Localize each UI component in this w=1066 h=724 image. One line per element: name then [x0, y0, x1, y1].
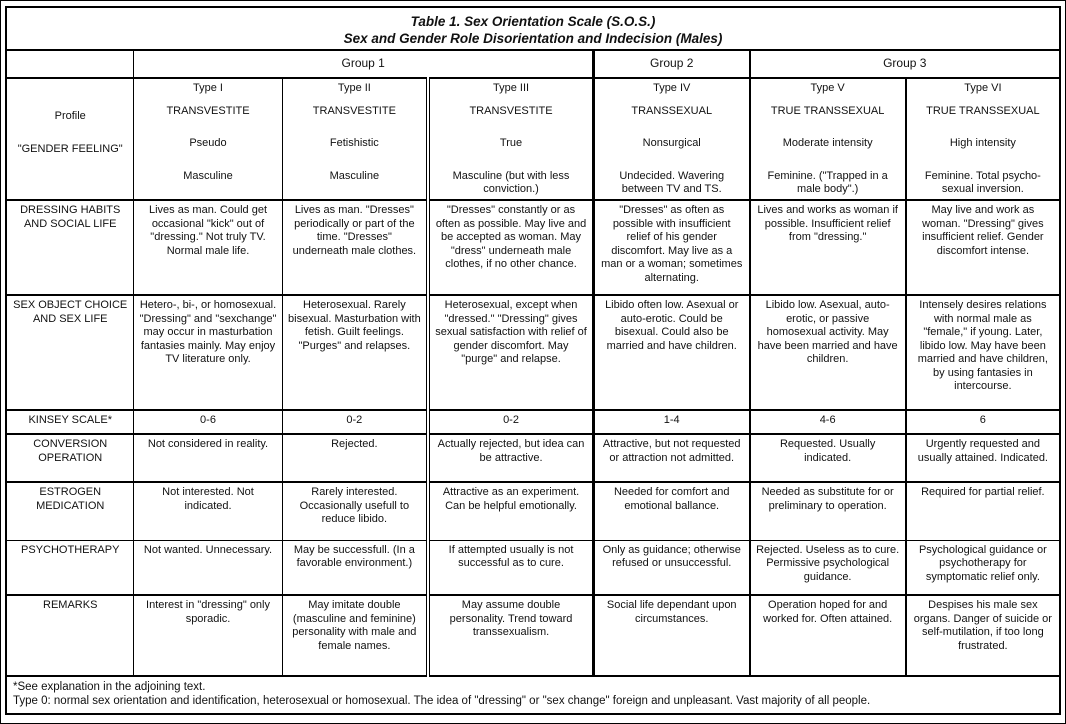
group-header-spacer: [6, 50, 134, 78]
cell: Required for partial relief.: [906, 482, 1060, 540]
cell: Lives as man. "Dresses" periodically or part of the time. "Dresses" underneath male clothes.: [282, 200, 428, 295]
profile-type-3: [428, 78, 593, 200]
subtype: Pseudo: [189, 137, 227, 149]
subtype: Nonsurgical: [642, 137, 701, 149]
cell: May imitate double (masculine and feminine) personality with male and female names.: [282, 595, 428, 676]
profile-type-6: [906, 78, 1060, 200]
cell: Needed as substitute for or preliminary to operation.: [750, 482, 906, 540]
cell: May assume double personality. Trend toward transsexualism.: [428, 595, 593, 676]
group-header-2: Group 2: [593, 50, 749, 78]
cell: Intensely desires relations with normal male as "female," if young. Later, libido low. May have been married and have children, by using fantasies in intercourse.: [906, 295, 1060, 410]
cell: Not considered in reality.: [134, 434, 282, 482]
row-label: CONVERSION OPERATION: [6, 434, 134, 482]
cell: Operation hoped for and worked for. Often attained.: [750, 595, 906, 676]
row-label: ESTROGEN MEDICATION: [6, 482, 134, 540]
gender-feeling: Feminine. Total psycho-sexual inversion.: [924, 169, 1041, 195]
cell: Only as guidance; otherwise refused or unsuccessful.: [593, 540, 749, 595]
table-title: [6, 7, 1060, 50]
cell: 0-2: [428, 410, 593, 434]
cell: 0-6: [134, 410, 282, 434]
row-label: DRESSING HABITS AND SOCIAL LIFE: [6, 200, 134, 295]
profile-type-5: [750, 78, 906, 200]
type-header: Type I: [193, 82, 223, 94]
group-header-3: Group 3: [750, 50, 1060, 78]
cell: Urgently requested and usually attained. Indicated.: [906, 434, 1060, 482]
cell: Rarely interested. Occasionally usefull to reduce libido.: [282, 482, 428, 540]
cell: "Dresses" as often as possible with insufficient relief of his gender discomfort. May live as a man or a woman; sometimes alternating.: [593, 200, 749, 295]
table-row: [6, 540, 1060, 595]
cell: Interest in "dressing" only sporadic.: [134, 595, 282, 676]
type-header: Type VI: [964, 82, 1002, 94]
type-header: Type II: [337, 82, 371, 94]
cell: Libido low. Asexual, auto-erotic, or passive homosexual activity. May have been married and have children.: [750, 295, 906, 410]
cell: Lives and works as woman if possible. Insufficient relief from "dressing.": [750, 200, 906, 295]
subtype: High intensity: [949, 137, 1016, 149]
subtype: Fetishistic: [329, 137, 379, 149]
type-header: Type III: [492, 82, 530, 94]
classification: TRANSVESTITE: [312, 104, 396, 117]
cell: Libido often low. Asexual or auto-erotic. Could be bisexual. Could also be married and have children.: [593, 295, 749, 410]
table-row: [6, 595, 1060, 676]
cell: Lives as man. Could get occasional "kick" out of "dressing." Not truly TV. Normal male life.: [134, 200, 282, 295]
subtype: True: [499, 137, 523, 149]
table-row: [6, 482, 1060, 540]
table-title-line2: Sex and Gender Role Disorientation and Indecision (Males): [343, 31, 723, 46]
cell: Not interested. Not indicated.: [134, 482, 282, 540]
gender-feeling: Masculine: [329, 169, 380, 182]
cell: Requested. Usually indicated.: [750, 434, 906, 482]
type-header: Type V: [810, 82, 845, 94]
cell: If attempted usually is not successful as to cure.: [428, 540, 593, 595]
profile-type-1: [134, 78, 282, 200]
table-row: [6, 200, 1060, 295]
cell: 4-6: [750, 410, 906, 434]
cell: Rejected.: [282, 434, 428, 482]
sos-table: [5, 6, 1061, 715]
profile-type-2: [282, 78, 428, 200]
cell: Heterosexual. Rarely bisexual. Masturbation with fetish. Guilt feelings. "Purges" and relapses.: [282, 295, 428, 410]
cell: Attractive, but not requested or attraction not admitted.: [593, 434, 749, 482]
table-title-line1: Table 1. Sex Orientation Scale (S.O.S.): [410, 14, 656, 29]
gender-feeling: Undecided. Wavering between TV and TS.: [619, 169, 725, 195]
footnote-line2: Type 0: normal sex orientation and identification, heterosexual or homosexual. The idea of "dressing" or "sex change" foreign and unpleasant. Vast majority of all people.: [13, 695, 871, 707]
row-label: REMARKS: [6, 595, 134, 676]
classification: TRUE TRANSSEXUAL: [770, 104, 885, 117]
cell: Despises his male sex organs. Danger of suicide or self-mutilation, if too long frustrated.: [906, 595, 1060, 676]
table-row: [6, 410, 1060, 434]
cell: Social life dependant upon circumstances.: [593, 595, 749, 676]
cell: Attractive as an experiment. Can be helpful emotionally.: [428, 482, 593, 540]
cell: May live and work as woman. "Dressing" gives insufficient relief. Gender discomfort intense.: [906, 200, 1060, 295]
cell: Rejected. Useless as to cure. Permissive psychological guidance.: [750, 540, 906, 595]
profile-label-line2: "GENDER FEELING": [17, 142, 123, 155]
cell: May be successfull. (In a favorable environment.): [282, 540, 428, 595]
gender-feeling: Feminine. ("Trapped in a male body".): [767, 169, 888, 195]
classification: TRANSVESTITE: [469, 104, 553, 117]
cell: 0-2: [282, 410, 428, 434]
gender-feeling: Masculine (but with less conviction.): [452, 169, 570, 195]
cell: Hetero-, bi-, or homosexual. "Dressing" and "sexchange" may occur in masturbation fantasies mainly. May enjoy TV literature only.: [134, 295, 282, 410]
cell: Not wanted. Unnecessary.: [134, 540, 282, 595]
row-label: PSYCHOTHERAPY: [6, 540, 134, 595]
footnotes: [6, 676, 1060, 714]
footnote-line1: *See explanation in the adjoining text.: [13, 681, 206, 693]
cell: Needed for comfort and emotional ballance.: [593, 482, 749, 540]
table-row: [6, 434, 1060, 482]
group-header-1: Group 1: [134, 50, 593, 78]
profile-label-line1: Profile: [54, 110, 86, 122]
cell: 1-4: [593, 410, 749, 434]
profile-type-4: [593, 78, 749, 200]
cell: "Dresses" constantly or as often as possible. May live and be accepted as woman. May "dress" underneath male clothes, if no other chance.: [428, 200, 593, 295]
type-header: Type IV: [653, 82, 691, 94]
cell: Psychological guidance or psychotherapy for symptomatic relief only.: [906, 540, 1060, 595]
row-label: KINSEY SCALE*: [6, 410, 134, 434]
classification: TRANSSEXUAL: [631, 104, 713, 117]
row-label-profile: [6, 78, 134, 200]
classification: TRANSVESTITE: [166, 104, 250, 117]
subtype: Moderate intensity: [782, 137, 873, 149]
table-row: [6, 295, 1060, 410]
cell: Actually rejected, but idea can be attractive.: [428, 434, 593, 482]
cell: 6: [906, 410, 1060, 434]
gender-feeling: Masculine: [183, 169, 233, 182]
row-label: SEX OBJECT CHOICE AND SEX LIFE: [6, 295, 134, 410]
cell: Heterosexual, except when "dressed." "Dressing" gives sexual satisfaction with relief of gender discomfort. May "purge" and relapse.: [428, 295, 593, 410]
classification: TRUE TRANSSEXUAL: [926, 104, 1040, 117]
